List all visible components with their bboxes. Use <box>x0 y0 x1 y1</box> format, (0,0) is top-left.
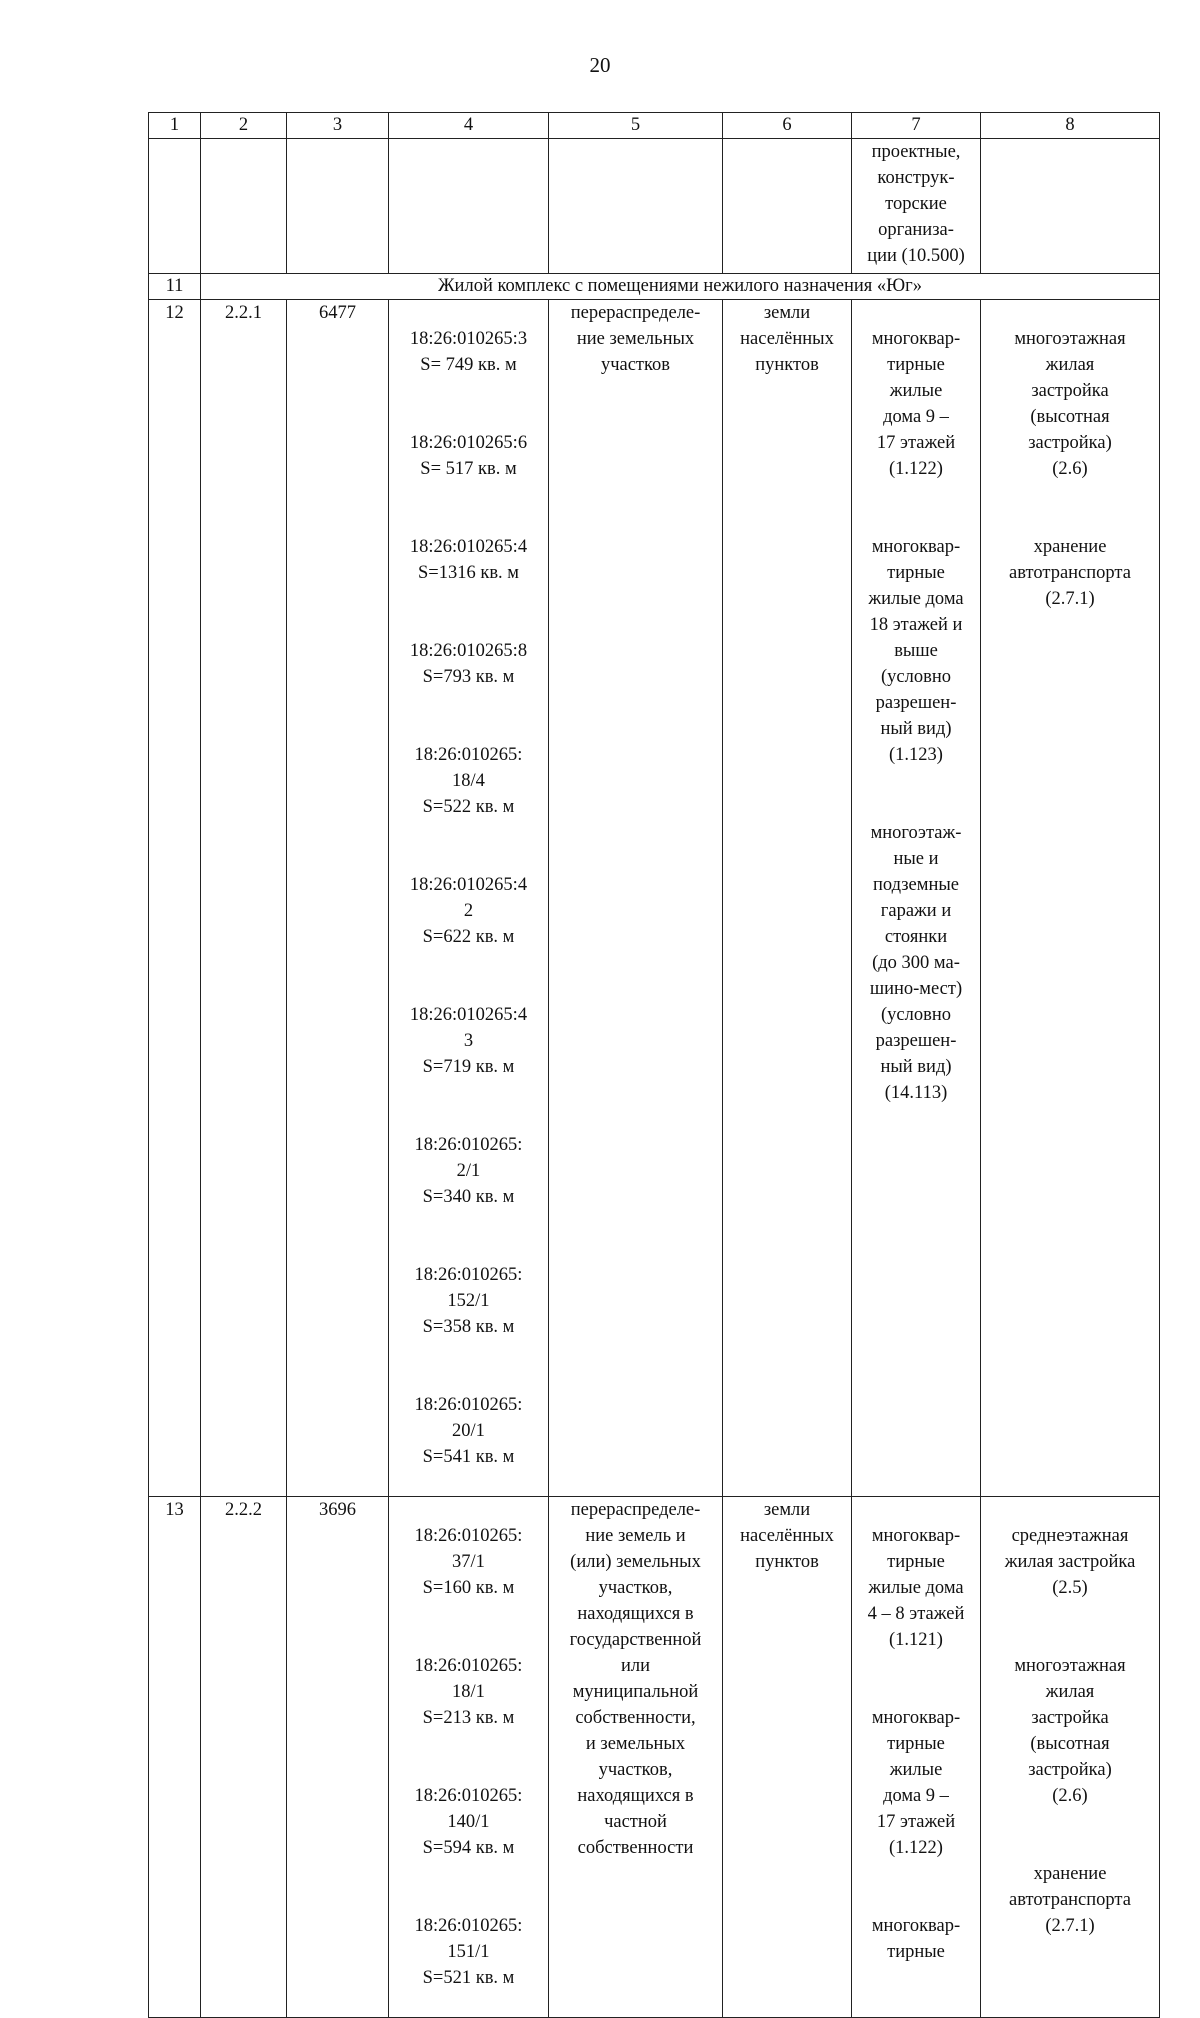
parcels-cell <box>389 1497 549 2018</box>
table-cell <box>149 139 201 274</box>
table-cell <box>723 139 852 274</box>
row-code: 2.2.2 <box>201 1497 287 2018</box>
parcel-entry: 18:26:010265:4 2 S=622 кв. м <box>409 875 528 947</box>
table-cell <box>981 139 1160 274</box>
row-area: 3696 <box>287 1497 389 2018</box>
parcel-entry: 18:26:010265: 18/4 S=522 кв. м <box>414 745 523 817</box>
use-classifier-cell <box>981 300 1160 1497</box>
use-classifier-entry: хранение автотранспорта (2.7.1) <box>1009 1864 1131 1936</box>
parcel-entry: 18:26:010265:4 3 S=719 кв. м <box>409 1005 528 1077</box>
action-cell: перераспределе- ние земель и (или) земельных участков, находящихся в государственной или муниципальной собственности, и земельных участков, находящихся в частной собственности <box>549 1497 723 2018</box>
parcel-entry: 18:26:010265:6 S= 517 кв. м <box>409 433 528 479</box>
row-area: 6477 <box>287 300 389 1497</box>
use-classifier-entry: многоэтажная жилая застройка (высотная застройка) (2.6) <box>1014 1656 1126 1806</box>
row-number: 12 <box>149 300 201 1497</box>
zoning-table <box>148 112 1160 2018</box>
continuation-row <box>149 139 1160 274</box>
land-category-cell: земли населённых пунктов <box>723 1497 852 2018</box>
section-title: Жилой комплекс с помещениями нежилого назначения «Юг» <box>201 274 1160 300</box>
row-number: 13 <box>149 1497 201 2018</box>
parcel-entry: 18:26:010265: 2/1 S=340 кв. м <box>414 1135 523 1207</box>
permitted-use-cell <box>852 1497 981 2018</box>
use-classifier-entry: среднеэтажная жилая застройка (2.5) <box>1004 1526 1136 1598</box>
permitted-use-entry: многоквар- тирные жилые дома 9 – 17 этажей (1.122) <box>871 1708 961 1858</box>
table-cell <box>389 139 549 274</box>
column-header: 4 <box>389 113 549 139</box>
section-number: 11 <box>149 274 201 300</box>
parcel-entry: 18:26:010265:3 S= 749 кв. м <box>409 329 528 375</box>
parcels-cell <box>389 300 549 1497</box>
permitted-use-cell <box>852 300 981 1497</box>
permitted-use-entry: многоэтаж- ные и подземные гаражи и стоянки (до 300 ма- шино-мест) (условно разрешен- ный вид) (14.113) <box>869 823 963 1103</box>
parcel-entry: 18:26:010265: 37/1 S=160 кв. м <box>414 1526 523 1598</box>
parcel-entry: 18:26:010265: 18/1 S=213 кв. м <box>414 1656 523 1728</box>
permitted-use-entry: многоквар- тирные жилые дома 4 – 8 этажей (1.121) <box>867 1526 965 1650</box>
section-row <box>149 274 1160 300</box>
use-classifier-entry: многоэтажная жилая застройка (высотная застройка) (2.6) <box>1014 329 1126 479</box>
table-row <box>149 1497 1160 2018</box>
table-row <box>149 300 1160 1497</box>
column-header: 6 <box>723 113 852 139</box>
permitted-use-entry: многоквар- тирные жилые дома 18 этажей и выше (условно разрешен- ный вид) (1.123) <box>868 537 964 765</box>
column-header: 5 <box>549 113 723 139</box>
table-cell <box>201 139 287 274</box>
column-header: 3 <box>287 113 389 139</box>
action-cell: перераспределе- ние земельных участков <box>549 300 723 1497</box>
page-number: 20 <box>589 53 611 77</box>
parcel-entry: 18:26:010265: 20/1 S=541 кв. м <box>414 1395 523 1467</box>
permitted-use-entry: многоквар- тирные <box>871 1916 961 1962</box>
parcel-entry: 18:26:010265: 151/1 S=521 кв. м <box>414 1916 523 1988</box>
parcel-entry: 18:26:010265:4 S=1316 кв. м <box>409 537 528 583</box>
column-header: 7 <box>852 113 981 139</box>
parcel-entry: 18:26:010265:8 S=793 кв. м <box>409 641 528 687</box>
table-cell <box>549 139 723 274</box>
use-classifier-cell <box>981 1497 1160 2018</box>
use-classifier-entry: хранение автотранспорта (2.7.1) <box>1009 537 1131 609</box>
table-cell <box>287 139 389 274</box>
parcel-entry: 18:26:010265: 140/1 S=594 кв. м <box>414 1786 523 1858</box>
column-header: 8 <box>981 113 1160 139</box>
land-category-cell: земли населённых пунктов <box>723 300 852 1497</box>
row-code: 2.2.1 <box>201 300 287 1497</box>
column-header: 2 <box>201 113 287 139</box>
column-header: 1 <box>149 113 201 139</box>
permitted-use-cell: проектные, конструк- торские организа- ции (10.500) <box>852 139 981 274</box>
column-number-row <box>149 113 1160 139</box>
parcel-entry: 18:26:010265: 152/1 S=358 кв. м <box>414 1265 523 1337</box>
permitted-use-entry: многоквар- тирные жилые дома 9 – 17 этажей (1.122) <box>871 329 961 479</box>
